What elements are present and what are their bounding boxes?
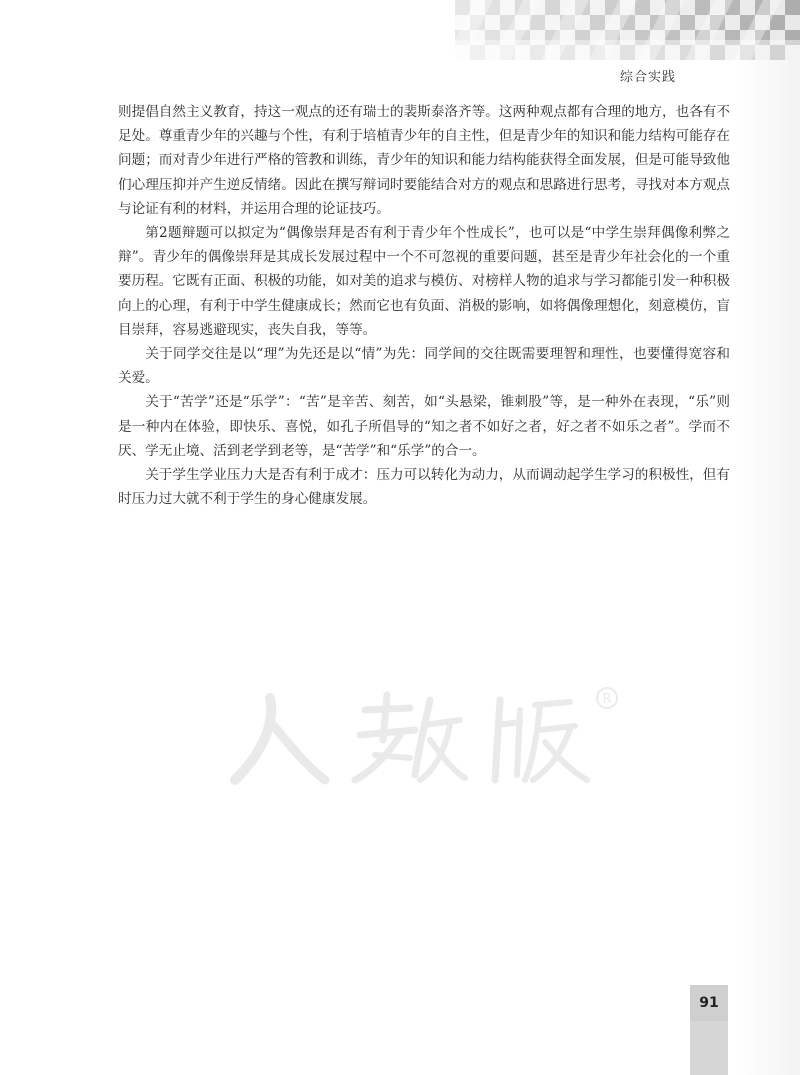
paragraph-4: 关于“苦学”还是“乐学”：“苦”是辛苦、刻苦，如“头悬梁，锥刺股”等，是一种外在表现，“乐”则是一种内在体验，即快乐、喜悦，如孔子所倡导的“知之者不如好之者，好之者不如乐之者”。学而不厌、学无止境、活到老学到老等，是“苦学”和“乐学”的合一。 <box>118 394 730 459</box>
paragraph-3: 关于同学交往是以“理”为先还是以“情”为先：同学间的交往既需要理智和理性，也要懂得宽容和关爱。 <box>118 346 730 387</box>
section-title: 综合实践 <box>620 70 677 85</box>
svg-text:R: R <box>602 692 612 707</box>
publisher-watermark <box>215 680 635 800</box>
page-edge-strip <box>735 60 800 1075</box>
paragraph-1: 则提倡自然主义教育，持这一观点的还有瑞士的裴斯泰洛齐等。这两种观点都有合理的地方，也各有不足处。尊重青少年的兴趣与个性，有利于培植青少年的自主性，但是青少年的知识和能力结构可能存在问题；而对青少年进行严格的管教和训练，青少年的知识和能力结构能获得全面发展，但是可能导致他们心理压抑并产生逆反情绪。因此在撰写辩词时要能结合对方的观点和思路进行思考，寻找对本方观点与论证有利的材料，并运用合理的论证技巧。 <box>118 104 730 217</box>
checkered-header-band <box>455 0 800 60</box>
page-number: 91 <box>690 985 728 1021</box>
paragraph-5: 关于学生学业压力大是否有利于成才：压力可以转化为动力，从而调动起学生学习的积极性，但有时压力过大就不利于学生的身心健康发展。 <box>118 467 730 508</box>
paragraph-2: 第2题辩题可以拟定为“偶像崇拜是否有利于青少年个性成长”，也可以是“中学生崇拜偶像利弊之辩”。青少年的偶像崇拜是其成长发展过程中一个不可忽视的重要问题，甚至是青少年社会化的一个重要历程。它既有正面、积极的功能，如对美的追求与模仿、对榜样人物的追求与学习都能引发一种积极向上的心理，有利于中学生健康成长；然而它也有负面、消极的影响，如将偶像理想化，刻意模仿，盲目崇拜，容易逃避现实，丧失自我，等等。 <box>118 225 730 338</box>
page-content <box>118 100 730 511</box>
